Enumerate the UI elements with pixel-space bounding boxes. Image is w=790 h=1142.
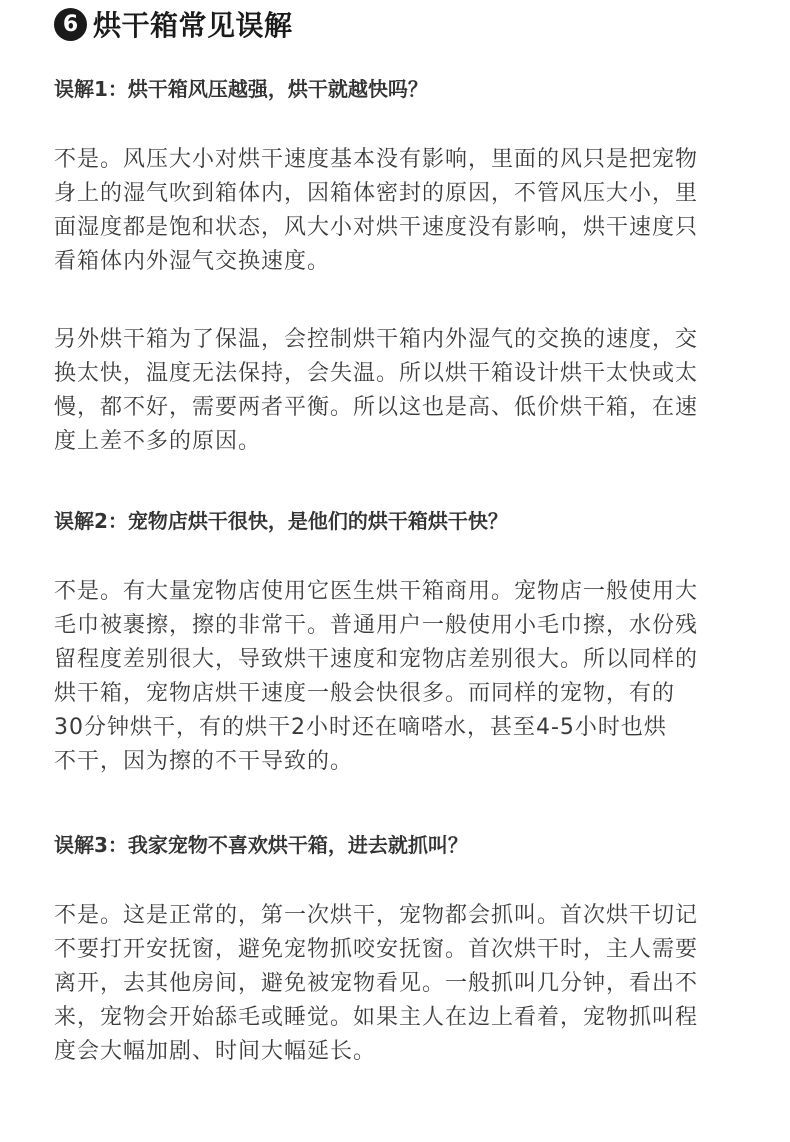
text-line: 留程度差别很大，导致烘干速度和宠物店差别很大。所以同样的 [54,647,699,672]
misconception-3-heading: 误解3：我家宠物不喜欢烘干箱，进去就抓叫？ [54,833,468,857]
text-line: 不是。这是正常的，第一次烘干，宠物都会抓叫。首次烘干切记 [54,903,699,928]
text-line: 不是。风压大小对烘干速度基本没有影响，里面的风只是把宠物 [54,147,699,172]
text-line: 慢，都不好，需要两者平衡。所以这也是高、低价烘干箱，在速 [54,395,699,420]
text-line: 毛巾被裹擦，擦的非常干。普通用户一般使用小毛巾擦，水份残 [54,613,699,638]
text-line: 度上差不多的原因。 [54,429,262,454]
page-title: 烘干箱常见误解 [93,9,293,42]
misconception-1-heading: 误解1：烘干箱风压越强，烘干就越快吗？ [54,77,428,101]
section-title [54,4,293,44]
number-badge: 6 [54,8,87,41]
misconception-3-answer [54,899,744,1069]
text-line: 身上的湿气吹到箱体内，因箱体密封的原因，不管风压大小，里 [54,181,699,206]
text-line: 面湿度都是饱和状态，风大小对烘干速度没有影响，烘干速度只 [54,215,699,240]
text-line: 度会大幅加剧、时间大幅延长。 [54,1039,377,1064]
text-line: 另外烘干箱为了保温，会控制烘干箱内外湿气的交换的速度，交 [54,327,699,352]
text-line: 来，宠物会开始舔毛或睡觉。如果主人在边上看着，宠物抓叫程 [54,1005,699,1030]
misconception-1-answer-continued [54,323,744,459]
text-line: 不干，因为擦的不干导致的。 [54,749,354,774]
text-line: 30分钟烘干，有的烘干2小时还在嘀嗒水，甚至4-5小时也烘 [54,715,667,740]
text-line: 不要打开安抚窗，避免宠物抓咬安抚窗。首次烘干时，主人需要 [54,937,699,962]
text-line: 不是。有大量宠物店使用它医生烘干箱商用。宠物店一般使用大 [54,579,699,604]
misconception-1-answer [54,143,744,279]
text-line: 换太快，温度无法保持，会失温。所以烘干箱设计烘干太快或太 [54,361,699,386]
text-line: 看箱体内外湿气交换速度。 [54,249,331,274]
misconception-2-heading: 误解2：宠物店烘干很快，是他们的烘干箱烘干快？ [54,509,508,533]
text-line: 离开，去其他房间，避免被宠物看见。一般抓叫几分钟，看出不 [54,971,699,996]
text-line: 烘干箱，宠物店烘干速度一般会快很多。而同样的宠物，有的 [54,681,676,706]
misconception-2-answer [54,575,744,779]
